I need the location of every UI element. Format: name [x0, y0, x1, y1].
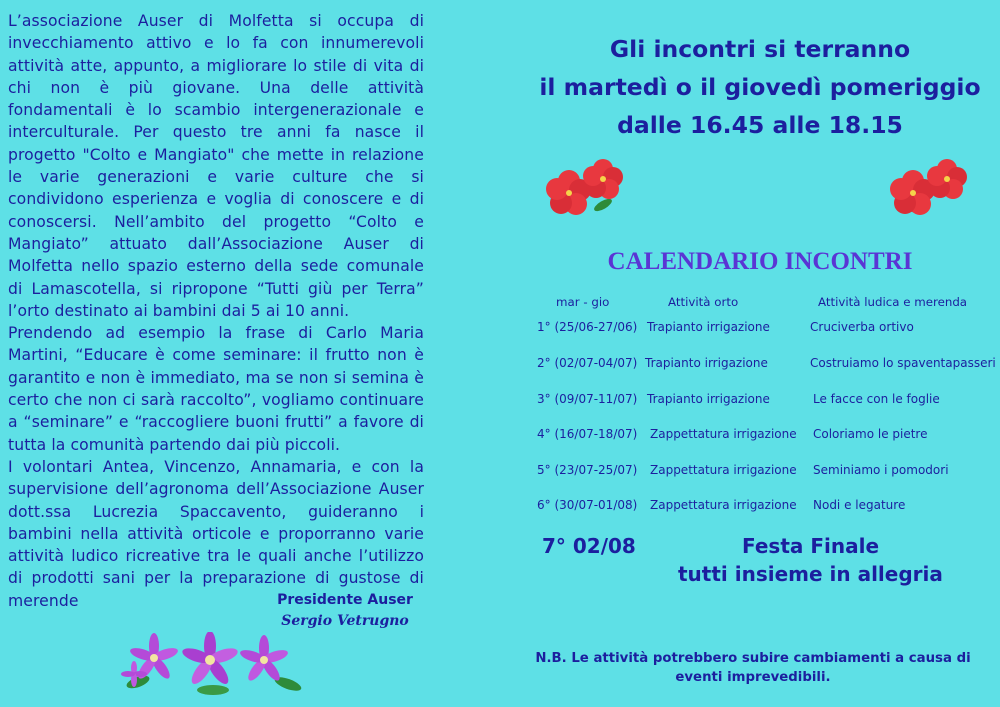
calendar-row-orto: Trapianto irrigazione: [645, 356, 768, 370]
calendar-row-orto: Zappettatura irrigazione: [650, 463, 797, 477]
headline-line-3: dalle 16.45 alle 18.15: [617, 111, 903, 139]
calendar-row-date: 5° (23/07-25/07): [537, 463, 638, 477]
calendar-row-orto: Trapianto irrigazione: [647, 320, 770, 334]
calendar-row-ludica: Le facce con le foglie: [813, 392, 940, 406]
headline-line-2: il martedì o il giovedì pomeriggio: [539, 73, 981, 101]
flower-icon: [181, 632, 240, 687]
headline-line-1: Gli incontri si terranno: [609, 35, 911, 63]
red-flowers-image-left: [543, 155, 627, 221]
final-event-title: Festa Finale: [742, 534, 880, 558]
calendar-row-date: 4° (16/07-18/07): [537, 427, 638, 441]
signature-block: [270, 592, 420, 629]
calendar-row-date: 3° (09/07-11/07): [537, 392, 638, 406]
disclaimer-note: N.B. Le attività potrebbero subire cambiamenti a causa di eventi imprevedibili.: [535, 651, 971, 685]
calendar-header-orto: Attività orto: [668, 295, 739, 309]
calendar-row-ludica: Seminiamo i pomodori: [813, 463, 949, 477]
calendar-header-ludica: Attività ludica e merenda: [818, 295, 968, 309]
meeting-schedule-headline: [520, 30, 1000, 144]
intro-paragraph-1: L’associazione Auser di Molfetta si occupa di invecchiamento attivo e lo fa con innumerevoli attività atte, appunto, a migliorare lo stile di vita di chi non è più giovane. Una delle attività fondamentali è lo scambio intergenerazionale e interculturale. Per questo tre anni fa nasce il progetto "Colto e Mangiato" che mette in relazione le varie generazioni e varie culture che si condividono esperienza e voglia di conoscere e di conoscersi. Nell’ambito del progetto “Colto e Mangiato” attuato dall’Associazione Auser di Molfetta nello spazio esterno della sede comunale di Lamascotella, si ripropone “Tutti giù per Terra” l’orto destinato ai bambini dai 5 ai 10 anni.: [8, 12, 424, 320]
flower-icon: [927, 159, 967, 199]
final-event-subtitle: tutti insieme in allegria: [678, 562, 943, 586]
calendar-header-date: mar - gio: [556, 295, 610, 309]
final-event-date: 7° 02/08: [542, 534, 636, 558]
calendar-row-orto: Zappettatura irrigazione: [650, 427, 797, 441]
calendar-row-orto: Trapianto irrigazione: [647, 392, 770, 406]
calendar-row-date: 2° (02/07-04/07): [537, 356, 638, 370]
calendar-row-date: 1° (25/06-27/06): [537, 320, 638, 334]
red-flowers-image-right: [887, 155, 971, 221]
flower-icon: [583, 159, 623, 199]
signature-name: Sergio Vetrugno: [281, 613, 409, 629]
calendar-row-ludica: Costruiamo lo spaventapasseri: [810, 356, 996, 370]
intro-text: [8, 10, 424, 612]
intro-paragraph-2: Prendendo ad esempio la frase di Carlo Maria Martini, “Educare è come seminare: il frutto non è garantito e non è immediato, ma se non si semina è certo che non ci sarà raccolto”, vogliamo continuare a “seminare” e “raccogliere buoni frutti” a favore di tutta la comunità partendo dai più piccoli.: [8, 324, 424, 454]
flower-icon: [239, 635, 290, 683]
calendar-row-date: 6° (30/07-01/08): [537, 498, 638, 512]
calendar-row-ludica: Nodi e legature: [813, 498, 906, 512]
intro-paragraph-3: I volontari Antea, Vincenzo, Annamaria, e con la supervisione dell’agronoma dell’Associazione Auser dott.ssa Lucrezia Spaccavento, guideranno i bambini nella attività orticole e proporranno varie attività ludico ricreative tra le quali anche l’utilizzo di prodotti sani per la preparazione di gustose di merende: [8, 457, 424, 610]
calendar-row-ludica: Cruciverba ortivo: [810, 320, 914, 334]
calendar-title: CALENDARIO INCONTRI: [607, 248, 913, 275]
calendar-row-orto: Zappettatura irrigazione: [650, 498, 797, 512]
calendar-row-ludica: Coloriamo le pietre: [813, 427, 928, 441]
signature-title: Presidente Auser: [277, 592, 413, 608]
purple-flowers-image: [118, 632, 308, 697]
